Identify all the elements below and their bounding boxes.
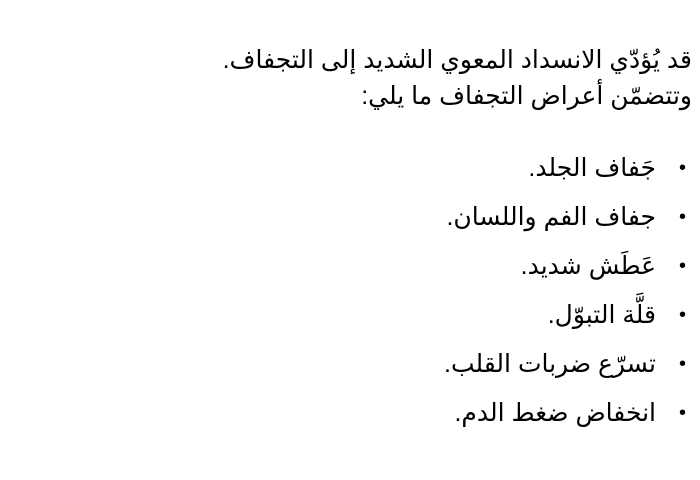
list-item xyxy=(8,144,686,193)
bullet-icon: • xyxy=(678,353,686,375)
list-item-text: جَفاف الجلد. xyxy=(528,154,656,182)
list-item xyxy=(8,340,686,389)
list-item-text: عَطَش شديد. xyxy=(520,252,656,280)
intro-paragraph xyxy=(8,42,692,114)
bullet-icon: • xyxy=(678,255,686,277)
list-item-text: قلَّة التبوّل. xyxy=(547,301,656,329)
symptom-list xyxy=(8,144,692,438)
list-item xyxy=(8,193,686,242)
list-item-text: انخفاض ضغط الدم. xyxy=(454,399,656,427)
intro-line-1: قد يُؤدّي الانسداد المعوي الشديد إلى التجفاف. xyxy=(222,46,692,74)
intro-line-2: وتتضمّن أعراض التجفاف ما يلي: xyxy=(361,82,692,110)
list-item xyxy=(8,242,686,291)
list-item xyxy=(8,291,686,340)
list-item-text: تسرّع ضربات القلب. xyxy=(444,350,656,378)
list-item-text: جفاف الفم واللسان. xyxy=(446,203,656,231)
bullet-icon: • xyxy=(678,304,686,326)
list-item xyxy=(8,389,686,438)
bullet-icon: • xyxy=(678,206,686,228)
document-body xyxy=(8,42,692,438)
bullet-icon: • xyxy=(678,157,686,179)
bullet-icon: • xyxy=(678,402,686,424)
